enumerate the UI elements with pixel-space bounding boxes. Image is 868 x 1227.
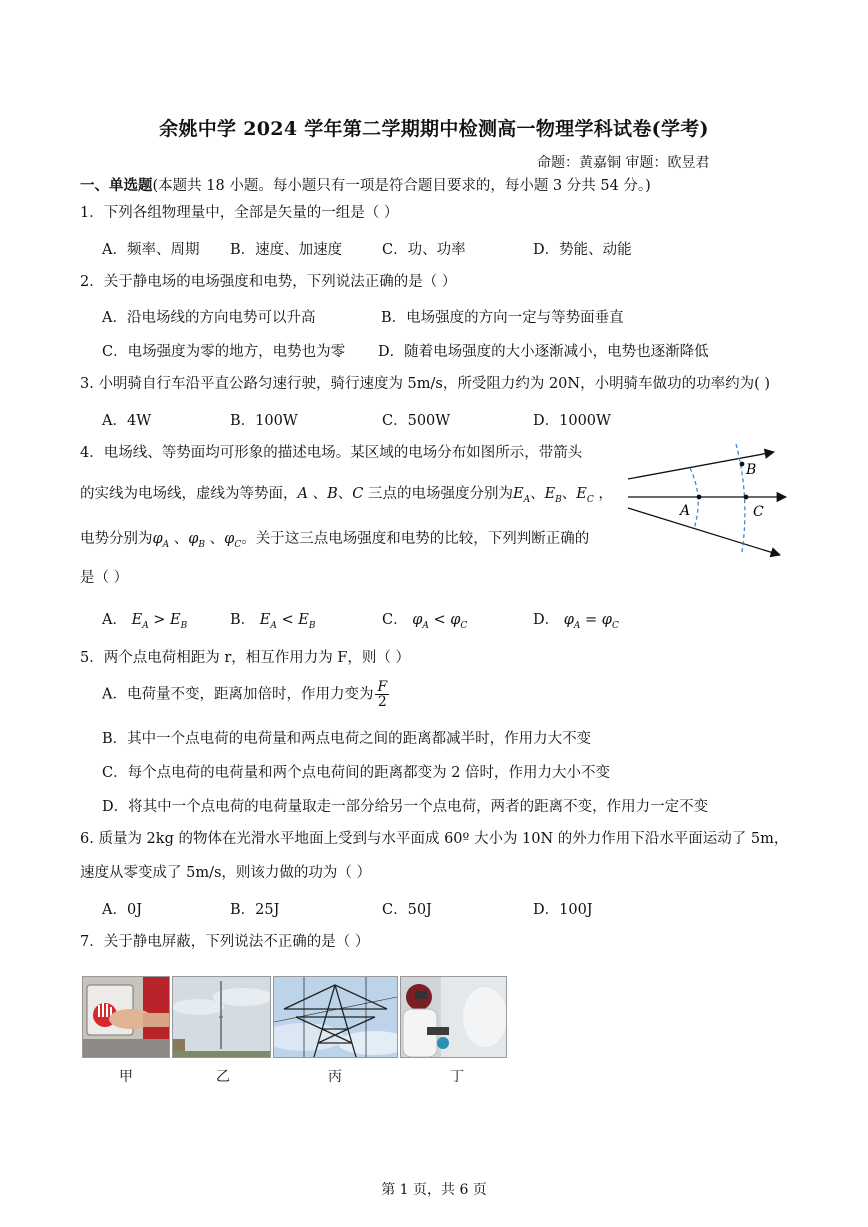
q6-line1: 6. 质量为 2kg 的物体在光滑水平地面上受到与水平面成 60º 大小为 10N 的外力作用下沿水平面运动了 5m，	[80, 831, 789, 847]
q6-option-c[interactable]: C．50J	[382, 902, 432, 918]
q4-line2-text-b: 三点的电场强度分别为	[363, 486, 513, 502]
point-a	[697, 495, 702, 500]
q1-option-b[interactable]: B．速度、加速度	[230, 242, 343, 258]
q5-stem: 5．两个点电荷相距为 r，相互作用力为 F，则（ ）	[80, 650, 411, 666]
q5-option-a[interactable]: A．电荷量不变，距离加倍时，作用力变为 $\frac{F}{2}$	[102, 679, 388, 710]
section-label: 一、单选题	[80, 177, 153, 194]
author-line: 命题：黄嘉铜 审题：欧昱君	[537, 155, 710, 171]
equipotential-line-left	[690, 468, 698, 529]
q4-line3: 电势分别为$\varphi_A$ 、$\varphi_B$ 、$\varphi_C$。关于这三点电场强度和电势的比较，下列判断正确的	[80, 531, 590, 550]
q4-line2-text-a: 的实线为电场线，虚线为等势面，	[80, 486, 298, 502]
q6-option-b[interactable]: B．25J	[230, 902, 280, 918]
q5-option-b[interactable]: B．其中一个点电荷的电荷量和两点电荷之间的距离都减半时，作用力大不变	[102, 731, 592, 747]
q3-option-a[interactable]: A．4W	[102, 413, 152, 429]
fraction-f-over-2: $\frac{F}{2}$	[377, 679, 388, 710]
q1-option-d[interactable]: D．势能、动能	[533, 242, 632, 258]
q1-stem: 1．下列各组物理量中，全部是矢量的一组是（ ）	[80, 205, 399, 221]
q4-option-d[interactable]: D． $\varphi_A = \varphi_C$	[533, 612, 619, 631]
q5-option-c[interactable]: C．每个点电荷的电荷量和两个点电荷间的距离都变为 2 倍时，作用力大小不变	[102, 765, 611, 781]
q5-option-d[interactable]: D．将其中一个点电荷的电荷量取走一部分给另一个点电荷，两者的距离不变，作用力一定不变	[102, 799, 709, 815]
point-b	[740, 462, 745, 467]
q2-option-d[interactable]: D．随着电场强度的大小逐渐减小，电势也逐渐降低	[378, 344, 709, 360]
caption-yi: 乙	[216, 1069, 230, 1085]
caption-ding: 丁	[450, 1069, 464, 1085]
caption-bing: 丙	[328, 1069, 342, 1085]
q2-stem: 2．关于静电场的电场强度和电势，下列说法正确的是（ ）	[80, 274, 457, 290]
q6-line2: 速度从零变成了 5m/s，则该力做的功为（ ）	[80, 865, 372, 881]
q3-option-d[interactable]: D．1000W	[533, 413, 611, 429]
q4-line3-text-b: 。关于这三点电场强度和电势的比较，下列判断正确的	[241, 531, 590, 547]
q3-option-b[interactable]: B．100W	[230, 413, 298, 429]
q6-option-a[interactable]: A．0J	[102, 902, 143, 918]
q7-stem: 7．关于静电屏蔽，下列说法不正确的是（ ）	[80, 934, 370, 950]
q4-option-c[interactable]: C． $\varphi_A < \varphi_C$	[382, 612, 468, 631]
photo-bing-power-tower	[273, 976, 398, 1058]
q4-line4: 是（ ）	[80, 570, 129, 586]
section-desc: (本题共 18 小题。每小题只有一项是符合题目要求的，每小题 3 分共 54 分。)	[152, 178, 651, 194]
q3-stem: 3. 小明骑自行车沿平直公路匀速行驶，骑行速度为 5m/s，所受阻力约为 20N，小明骑车做功的功率约为( )	[80, 376, 771, 392]
photo-jia-discharge-plate	[82, 976, 170, 1058]
page-title: 余姚中学 2024 学年第二学期期中检测高一物理学科试卷(学考)	[159, 118, 709, 140]
q3-option-c[interactable]: C．500W	[382, 413, 451, 429]
q1-option-c[interactable]: C．功、功率	[382, 242, 466, 258]
page-footer: 第 1 页，共 6 页	[381, 1182, 487, 1198]
q2-option-a[interactable]: A．沿电场线的方向电势可以升高	[102, 310, 316, 326]
q1-option-a[interactable]: A．频率、周期	[102, 242, 200, 258]
q6-option-d[interactable]: D．100J	[533, 902, 593, 918]
q4-line3-text-a: 电势分别为	[80, 531, 153, 547]
q4-line1: 4．电场线、等势面均可形象的描述电场。某区域的电场分布如图所示，带箭头	[80, 445, 583, 461]
label-c: C	[753, 504, 764, 520]
q4-option-a[interactable]: A． $E_A > E_B$	[102, 612, 188, 631]
q2-option-c[interactable]: C．电场强度为零的地方，电势也为零	[102, 344, 346, 360]
electric-field-diagram	[624, 440, 792, 562]
label-b: B	[746, 462, 757, 478]
label-a: A	[680, 503, 691, 519]
q4-line2: 的实线为电场线，虚线为等势面，A 、B、C 三点的电场强度分别为$E_A$、$E_B$、$E_C$ ，	[80, 486, 613, 505]
photo-ding-protective-suit	[400, 976, 507, 1058]
caption-jia: 甲	[119, 1069, 133, 1085]
q4-option-b[interactable]: B． $E_A < E_B$	[230, 612, 316, 631]
section-heading	[80, 176, 651, 196]
q2-option-b[interactable]: B．电场强度的方向一定与等势面垂直	[381, 310, 624, 326]
equipotential-line-right	[736, 444, 745, 552]
photo-yi-lightning-rod	[172, 976, 271, 1058]
point-c	[744, 495, 749, 500]
